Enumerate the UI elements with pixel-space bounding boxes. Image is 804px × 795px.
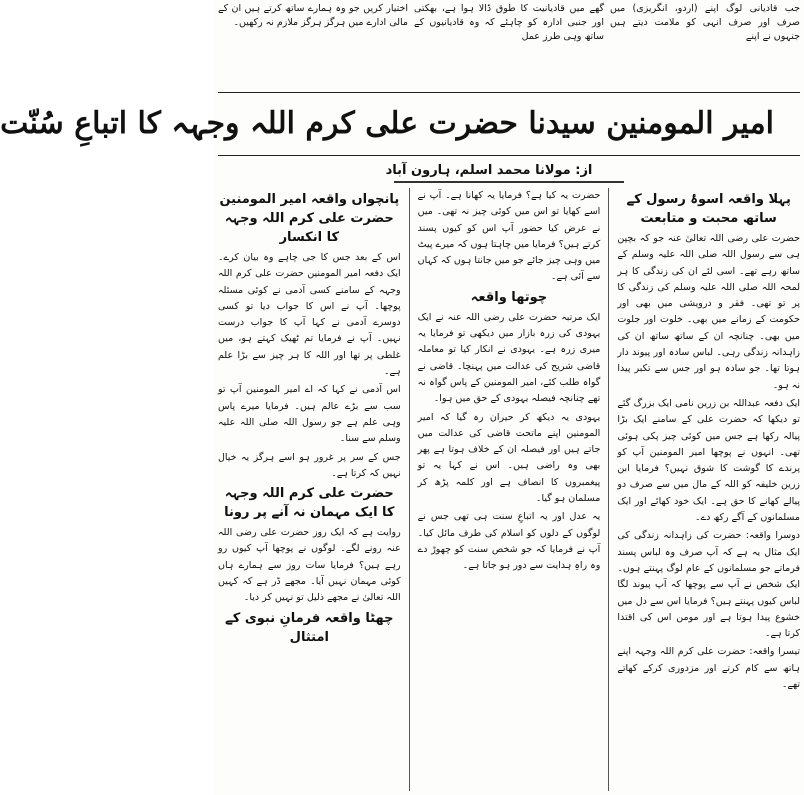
headline-divider bbox=[218, 155, 800, 156]
subheading-fourth-incident: چوتھا واقعہ bbox=[470, 289, 548, 305]
paragraph: یہودی یہ دیکھ کر حیران رہ گیا کہ امیر المومنین اپنے ماتحت قاضی کی عدالت میں جاتے ہیں اور فیصلہ ان کے خلاف ہوتا ہے پھر بھی وہ راضی ہیں۔ اس نے کہا یہ تو پیغمبروں کا انصاف ہے اور کلمہ پڑھ کر مسلمان ہو گیا۔ bbox=[417, 411, 601, 505]
column-divider bbox=[608, 188, 609, 791]
top-divider bbox=[218, 92, 800, 93]
paragraph: ایک مرتبہ حضرت علی رضی اللہ عنہ نے ایک یہودی کی زرہ بازار میں دیکھی تو فرمایا یہ میری زرہ ہے۔ یہودی نے انکار کیا تو معاملہ قاضی شریح کی عدالت میں پہنچا۔ قاضی نے گواہ طلب کئے، امیر المومنین کے پاس گواہ نہ تھے چنانچہ فیصلہ یہودی کے حق میں ہوا۔ bbox=[417, 311, 601, 405]
article-column-right bbox=[617, 188, 800, 791]
subheading-fifth-incident: پانچواں واقعہ امیر المومنین حضرت علی کرم اللہ وجہہ کا انکسار bbox=[219, 192, 400, 245]
paragraph: جس کے سر پر غرور ہو اسے ہرگز یہ خیال نہیں کہ کرتا ہے۔ bbox=[217, 451, 401, 479]
article-byline: از: مولانا محمد اسلم، ہارون آباد bbox=[385, 163, 593, 178]
paragraph: حضرت علی رضی اللہ تعالیٰ عنہ جو کہ بچپن ہی سے رسول اللہ صلی اللہ علیہ وسلم کے ساتھ رہے تھے۔ اسی لئے ان کی زندگی کا ہر لمحہ اللہ صلی اللہ علیہ وسلم کی زندگی کا پر تو تھی۔ فقر و درویشی میں بھی اور حکومت کے زمانے میں بھی۔ خلوت اور جلوت میں بھی۔ چنانچہ ان کے ساتھ ساتھ ان کی زاہدانہ زندگی رہی۔ لباس سادہ اور پیوند دار ہوتا تھا۔ جو سادہ ہو اور جس سے تکبر پیدا نہ ہو۔ bbox=[617, 233, 800, 391]
top-strip-column-3: اختیار کریں جو وہ ہمارے ساتھ کرتے ہیں ان کے مالی ادارے میں ہرگز ہرگز ملازم نہ رکھیں۔ bbox=[218, 3, 408, 28]
paragraph: روایت ہے کہ ایک روز حضرت علی رضی اللہ عنہ رونے لگے۔ لوگوں نے پوچھا آپ کیوں رو رہے ہیں؟ فرمایا سات روز سے ہمارے ہاں کوئی مہمان نہیں آیا۔ مجھے ڈر ہے کہ کہیں اللہ تعالیٰ نے مجھے ذلیل تو نہیں کر دیا۔ bbox=[217, 527, 401, 604]
top-strip-column-1: جب قادیانی لوگ اپنے (اردو، انگریزی) میں صرف اور صرف انہی کو ملامت دیتے ہیں جنہوں نے اپنے bbox=[610, 3, 800, 42]
article-headline: امیر المومنین سیدنا حضرت علی کرم اللہ وجہہ کا اتباعِ سُنّت bbox=[0, 106, 774, 141]
paragraph: تیسرا واقعہ: حضرت علی کرم اللہ وجہہ اپنے ہاتھ سے کام کرتے اور مزدوری کرکے کھاتے تھے۔ bbox=[617, 646, 800, 691]
article-columns bbox=[218, 188, 800, 791]
paragraph: حضرت یہ کیا ہے؟ فرمایا یہ کھانا ہے۔ آپ نے اسے کھایا تو اس میں کوئی چیز نہ تھی۔ میں نے عرض کیا حضور آپ اس کو کیوں پسند کرتے ہیں؟ فرمایا میں چاہتا ہوں کہ میرے پیٹ میں وہی چیز جائے جو میں جانتا ہوں کہ کہاں سے آئی ہے۔ bbox=[417, 190, 601, 283]
subheading-sixth-incident: چھٹا واقعہ فرمانِ نبوی کے امتثال bbox=[225, 610, 394, 645]
article-column-middle bbox=[418, 188, 601, 791]
paragraph: اس کے بعد جس کا جی چاہے وہ بیان کرے۔ ایک دفعہ امیر المومنین حضرت علی کرم اللہ وجہہ کے سامنے کسی آدمی نے کوئی مسئلہ پوچھا۔ آپ نے اس کا جواب دیا تو کسی دوسرے آدمی نے کہا آپ کا جواب درست نہیں۔ آپ نے فرمایا تم ٹھیک کہتے ہو، میں غلطی پر تھا اور اللہ کا ہر چیز سے بڑا علم ہے۔ bbox=[217, 252, 401, 378]
top-strip-column-2: گھے میں قادیانیت کا طوق ڈالا ہوا ہے، بھکتی اور جنبی ادارہ کو چاہئے کہ وہ قادیانیوں کے ساتھ وہی طرز عمل bbox=[414, 3, 604, 42]
paragraph: ایک دفعہ عبداللہ بن زرین نامی ایک بزرگ گئے تو دیکھا کہ حضرت علی کے سامنے ایک بڑا پیالہ رکھا ہے جس میں کوئی چیز پکی ہوئی تھی۔ انہوں نے پوچھا امیر المومنین آپ کو پرندے کا گوشت کا شوق نہیں؟ فرمایا ابن زرین خلیفہ کو اللہ کے مال میں سے صرف دو پیالے کھانے کا حق ہے۔ ایک خود کھائے اور ایک مسلمانوں کے آگے رکھ دے۔ bbox=[617, 397, 800, 524]
paragraph: اس آدمی نے کہا کہ اے امیر المومنین آپ تو سب سے بڑے عالم ہیں۔ فرمایا میرے پاس وہی علم ہے جو رسول اللہ صلی اللہ علیہ وسلم سے سنا۔ bbox=[217, 384, 401, 445]
paragraph: یہ عدل اور یہ اتباعِ سنت ہی تھی جس نے لوگوں کے دلوں کو اسلام کی طرف مائل کیا۔ آپ نے فرمایا کہ جو شخص سنت کو چھوڑ دے وہ راہِ ہدایت سے دور ہو جاتا ہے۔ bbox=[417, 511, 601, 572]
paragraph: دوسرا واقعہ: حضرت کی زاہدانہ زندگی کی ایک مثال یہ ہے کہ آپ صرف وہ لباس پسند فرماتے جو مسلمانوں کے عام لوگ پہنتے ہوں۔ ایک شخص نے آپ سے پوچھا کہ آپ پیوند لگا لباس کیوں پہنتے ہیں؟ فرمایا اس سے دل میں خشوع پیدا ہوتا ہے اور مومن اس کی اقتدا کرتا ہے۔ bbox=[617, 530, 800, 640]
subheading-guest-incident: حضرت علی کرم اللہ وجہہ کا ایک مہمان نہ آنے پر رونا bbox=[224, 486, 395, 521]
article-column-left bbox=[218, 188, 401, 791]
subheading-first-incident: پہلا واقعہ اسوۂ رسول کے ساتھ محبت و متابعت bbox=[626, 192, 791, 226]
column-divider bbox=[409, 188, 410, 791]
byline-underline bbox=[394, 181, 624, 183]
top-strip bbox=[218, 2, 800, 90]
